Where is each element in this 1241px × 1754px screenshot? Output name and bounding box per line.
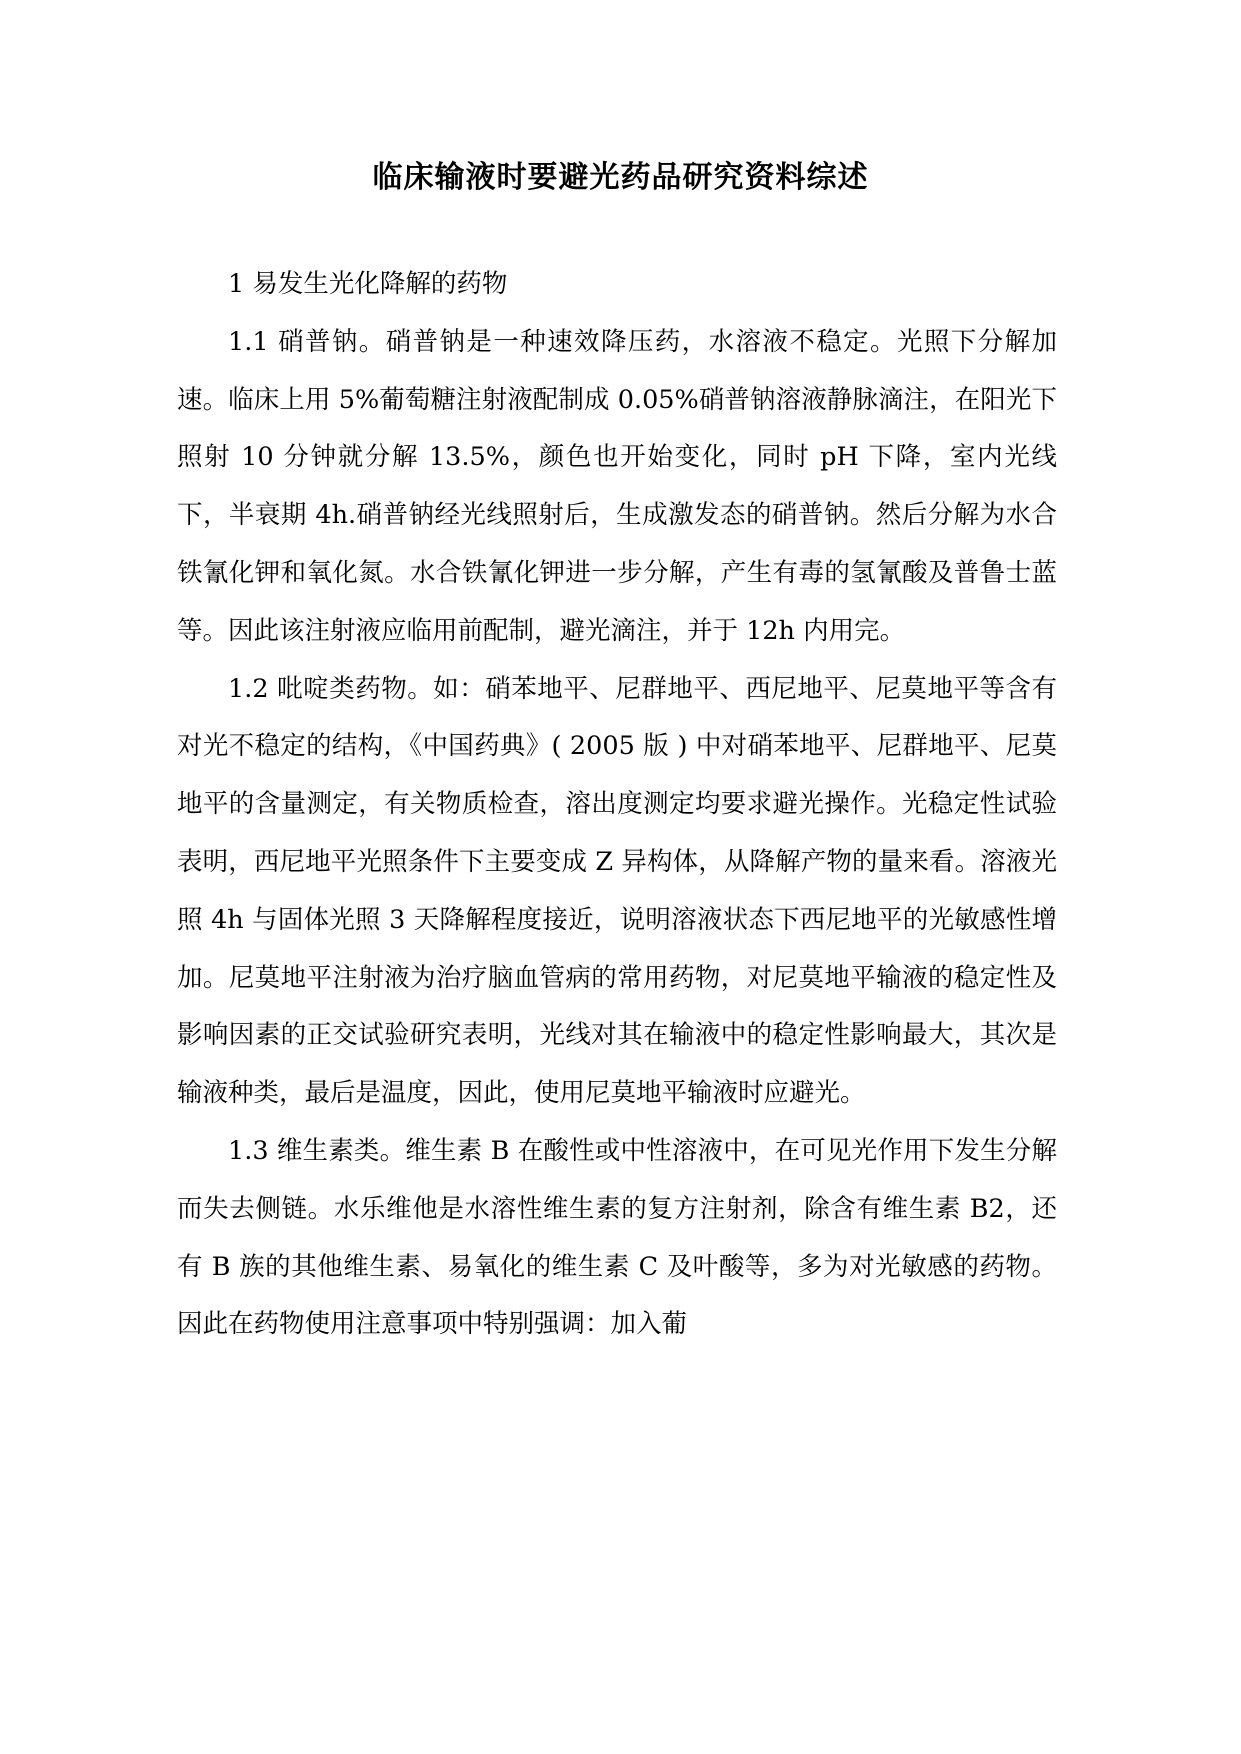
document-body — [177, 256, 1057, 1354]
document-title: 临床输液时要避光药品研究资料综述 — [372, 160, 869, 195]
section-heading: 1 易发生光化降解的药物 — [228, 269, 508, 299]
paragraph-vitamins: 1.3 维生素类。维生素 B 在酸性或中性溶液中，在可见光作用下发生分解而失去侧链。水乐维他是水溶性维生素的复方注射剂，除含有维生素 B2，还有 B 族的其他维生素、易氧化的维生素 C 及叶酸等，多为对光敏感的药物。因此在药物使用注意事项中特别强调：加入葡 — [177, 1135, 1057, 1340]
paragraph-sodium-nitroprusside: 1.1 硝普钠。硝普钠是一种速效降压药，水溶液不稳定。光照下分解加速。临床上用 5%葡萄糖注射液配制成 0.05%硝普钠溶液静脉滴注，在阳光下照射 10 分钟就分解 13.5%，颜色也开始变化，同时 pH 下降，室内光线下，半衰期 4h.硝普钠经光线照射后，生成激发态的硝普钠。然后分解为水合铁氰化钾和氧化氮。水合铁氰化钾进一步分解，产生有毒的氢氰酸及普鲁士蓝等。因此该注射液应临用前配制，避光滴注，并于 12h 内用完。 — [177, 326, 1057, 646]
paragraph-pyridine-drugs: 1.2 吡啶类药物。如：硝苯地平、尼群地平、西尼地平、尼莫地平等含有对光不稳定的结构，《中国药典》( 2005 版 ) 中对硝苯地平、尼群地平、尼莫地平的含量测定，有关物质检查，溶出度测定均要求避光操作。光稳定性试验表明，西尼地平光照条件下主要变成 Z 异构体，从降解产物的量来看。溶液光照 4h 与固体光照 3 天降解程度接近，说明溶液状态下西尼地平的光敏感性增加。尼莫地平注射液为治疗脑血管病的常用药物，对尼莫地平输液的稳定性及影响因素的正交试验研究表明，光线对其在输液中的稳定性影响最大，其次是输液种类，最后是温度，因此，使用尼莫地平输液时应避光。 — [177, 673, 1057, 1109]
